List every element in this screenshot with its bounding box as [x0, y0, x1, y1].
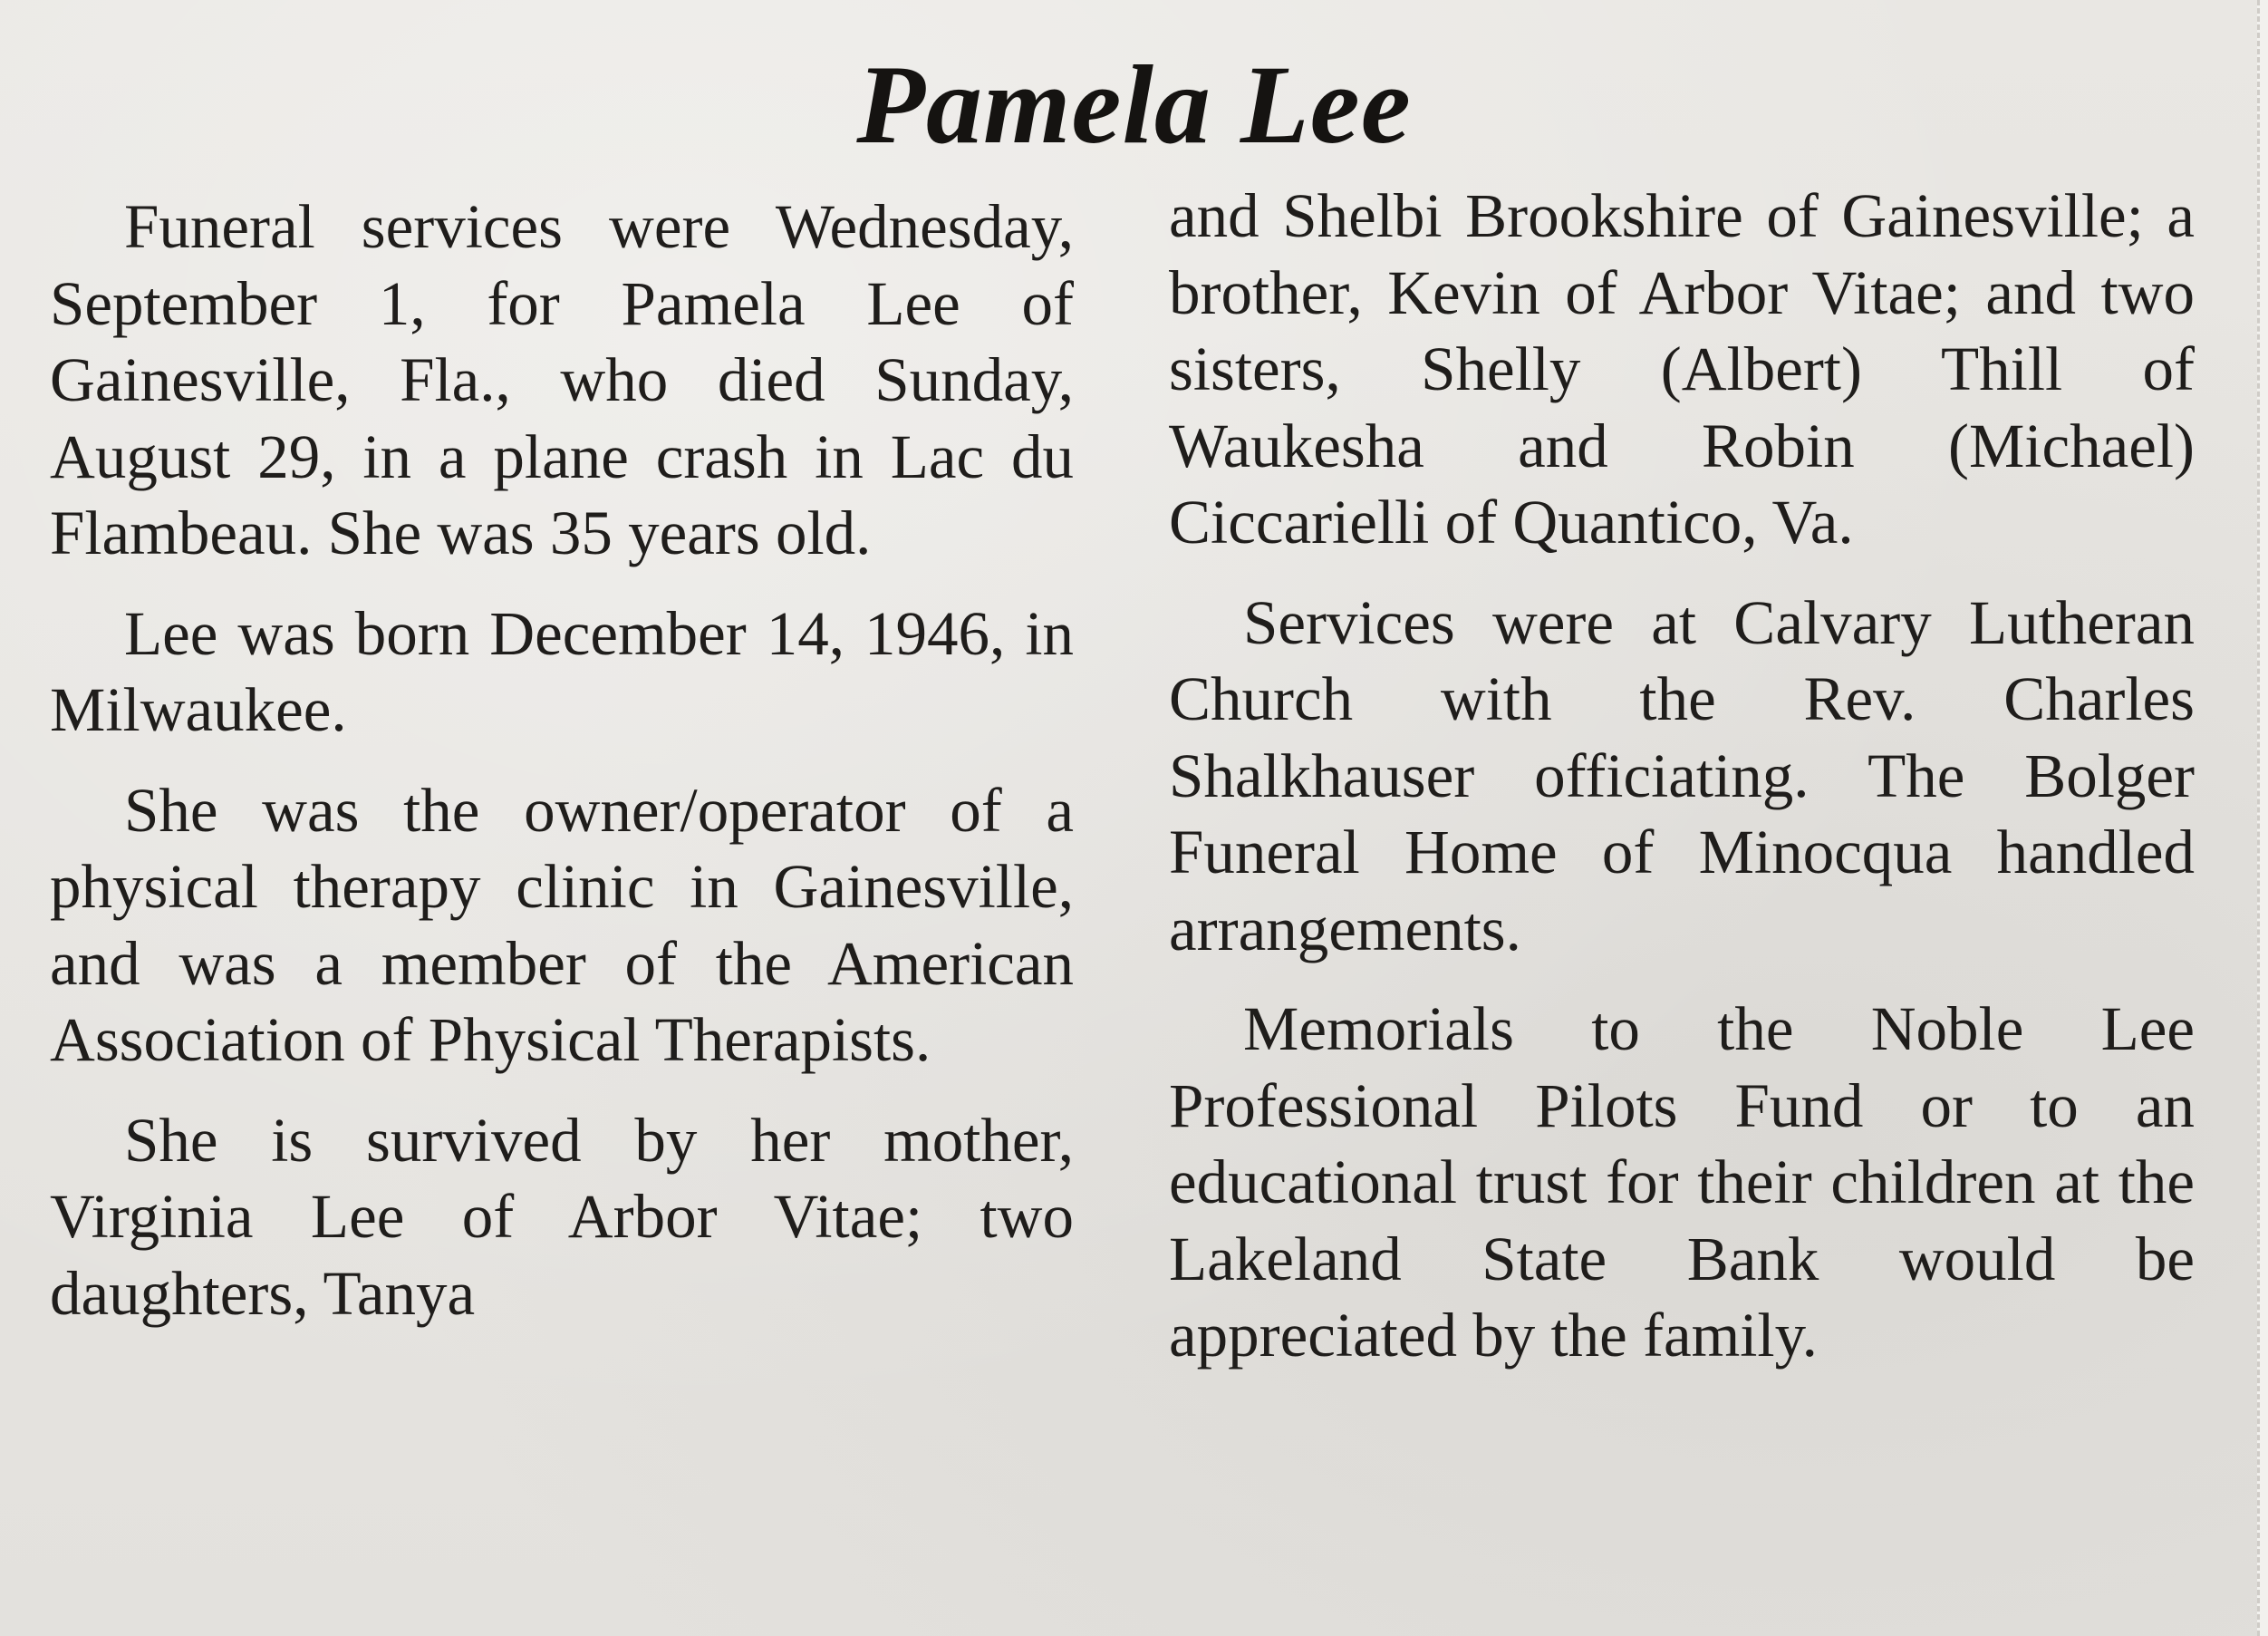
paragraph-funeral-services: Funeral services were Wednesday, September 1, for Pamela Lee of Gainesville, Fla., who died Sunday, August 29, in a plane crash in Lac du Flambeau. She was 35 years old.	[50, 192, 1074, 567]
paragraph-survivors-continued: and Shelbi Brookshire of Gainesville; a brother, Kevin of Arbor Vitae; and two sisters, Shelly (Albert) Thill of Waukesha and Robin (Michael) Ciccarielli of Quantico, Va.	[1169, 181, 2195, 557]
left-column	[50, 189, 1074, 1331]
clipping-edge	[2257, 0, 2268, 1636]
paragraph-occupation: She was the owner/operator of a physical therapy clinic in Gainesville, and was a member of the American Association of Physical Therapists.	[50, 775, 1074, 1074]
paragraph-services: Services were at Calvary Lutheran Church with the Rev. Charles Shalkhauser officiating. The Bolger Funeral Home of Minocqua handled arrangements.	[1169, 587, 2195, 963]
paragraph-memorials: Memorials to the Noble Lee Professional Pilots Fund or to an educational trust for their children at the Lakeland State Bank would be appreciated by the family.	[1169, 994, 2195, 1370]
paragraph-survivors: She is survived by her mother, Virginia Lee of Arbor Vitae; two daughters, Tanya	[50, 1105, 1074, 1328]
right-column	[1169, 178, 2195, 1374]
paragraph-birth: Lee was born December 14, 1946, in Milwaukee.	[50, 598, 1074, 744]
obituary-headline: Pamela Lee	[856, 43, 1412, 167]
